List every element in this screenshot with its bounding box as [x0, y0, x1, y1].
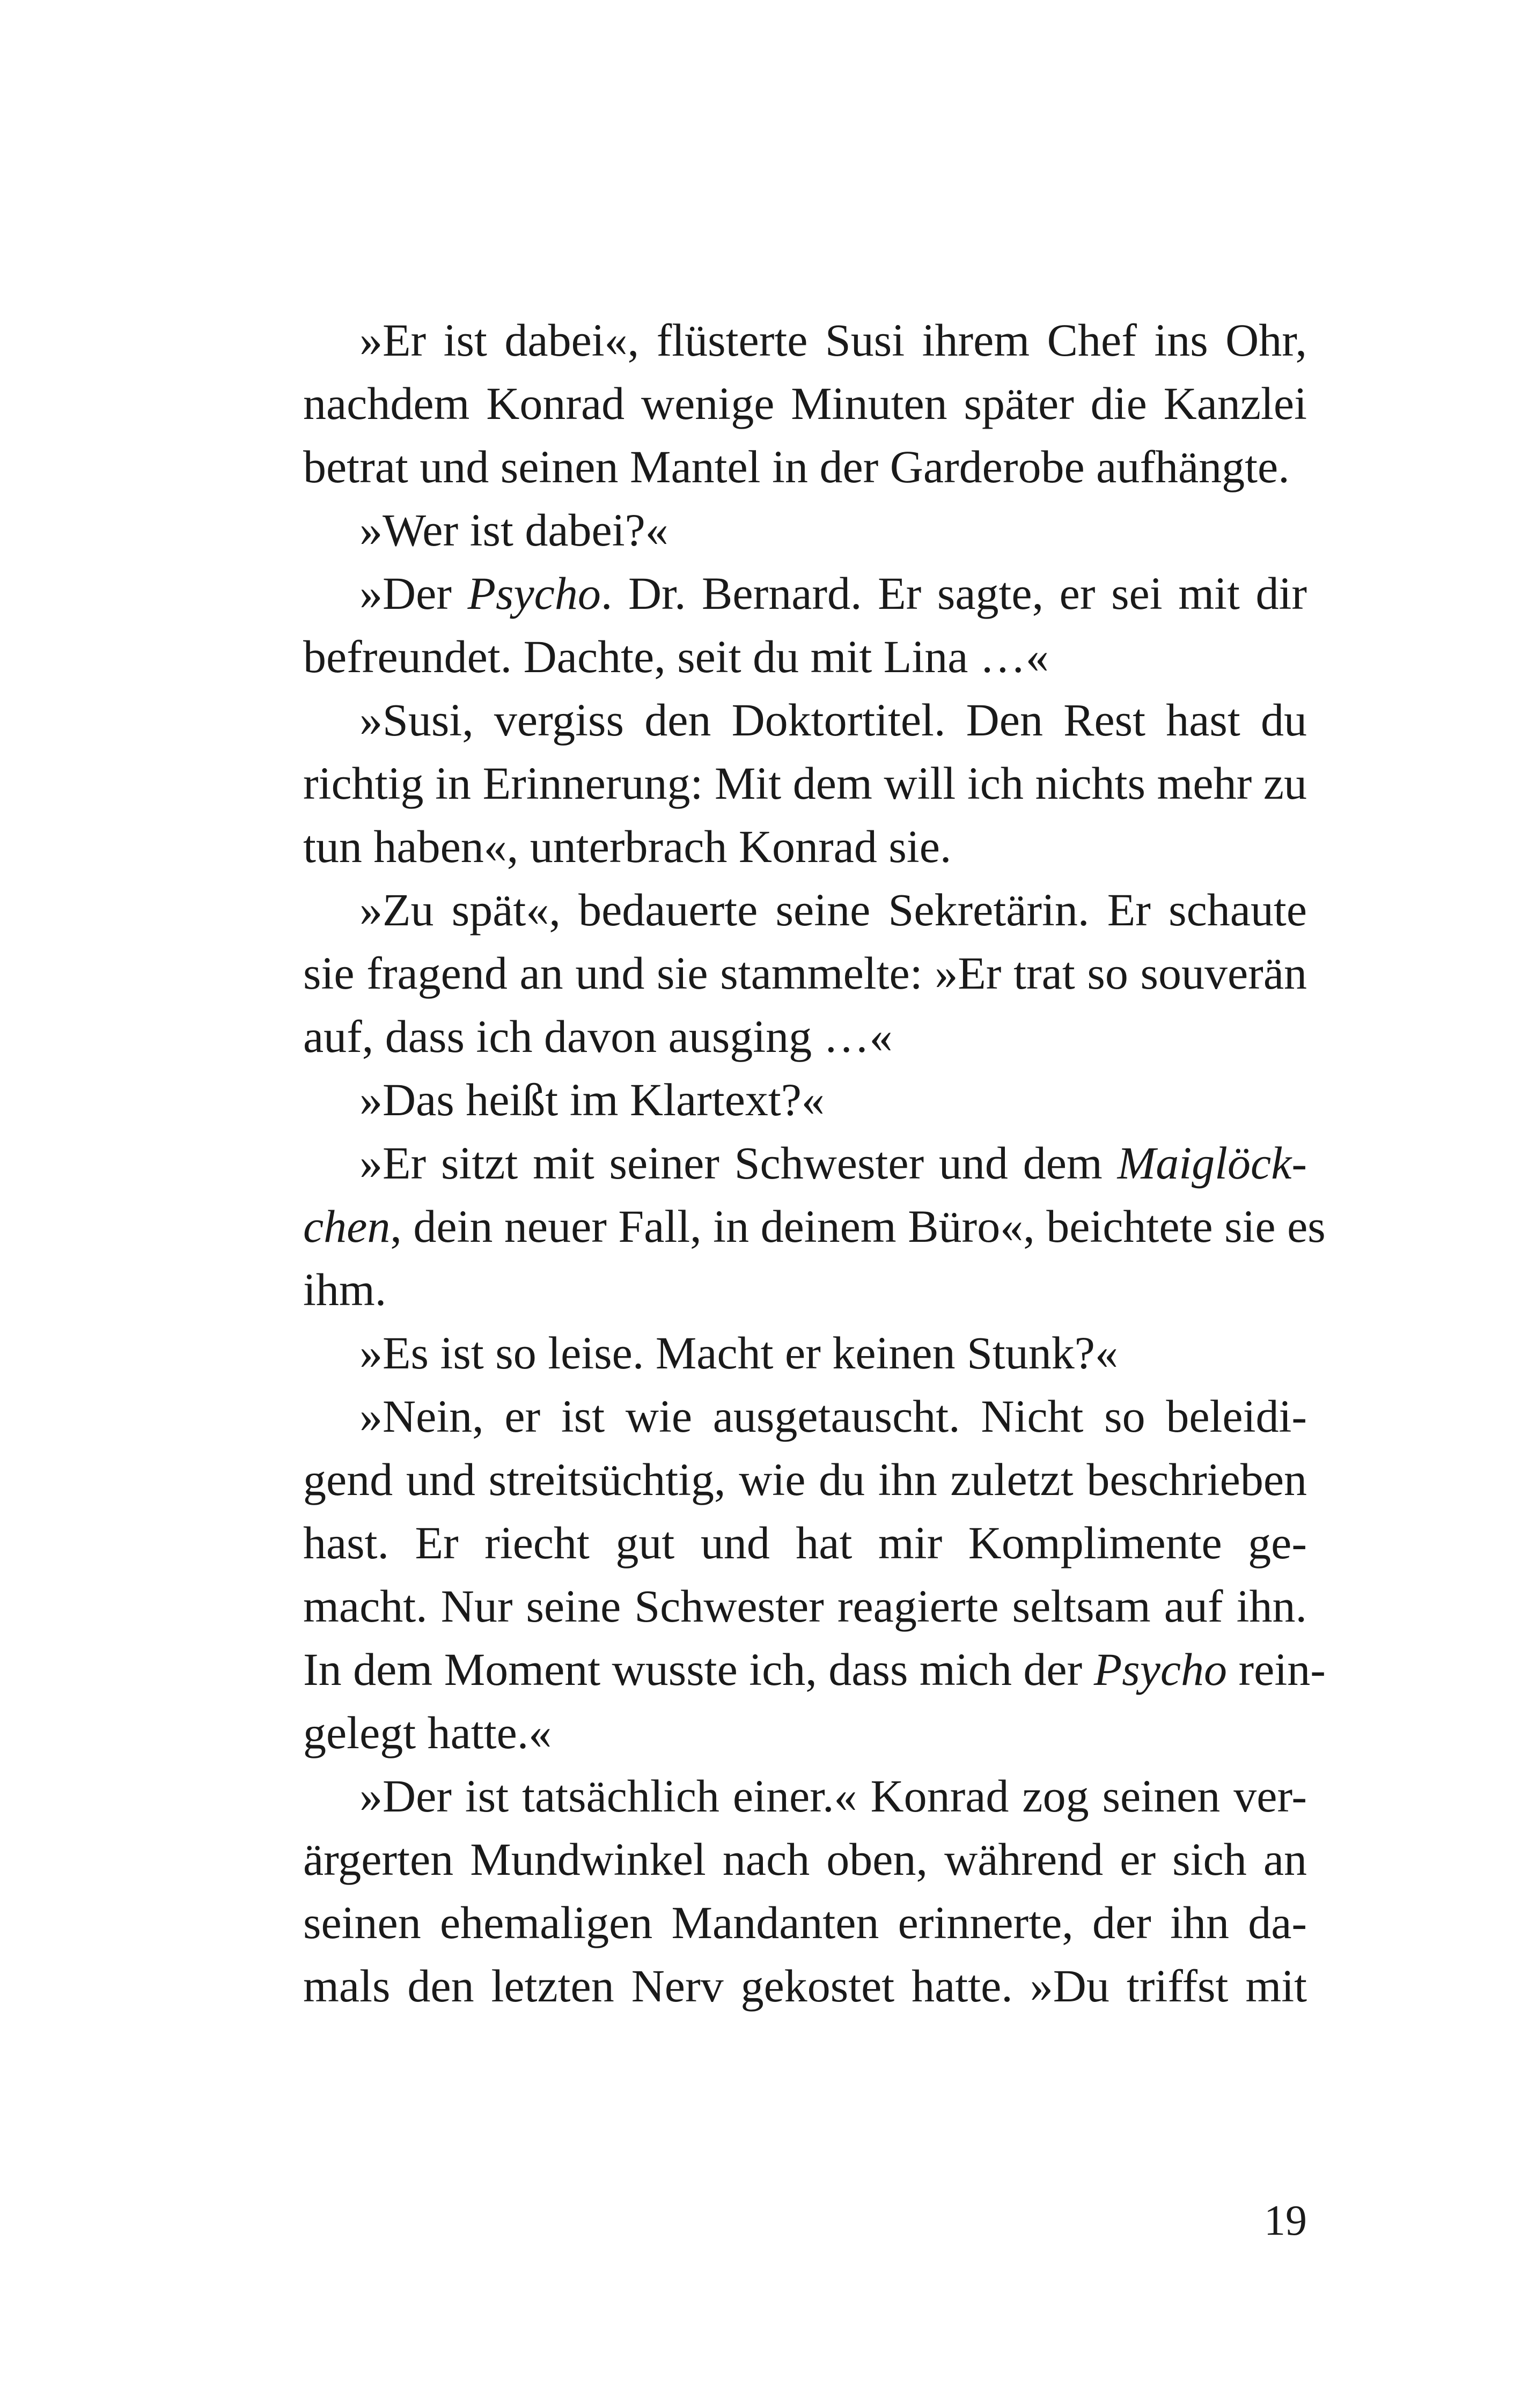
italic-text: Psycho: [1093, 1644, 1228, 1695]
text-run: , dein neuer Fall, in deinem Büro«, beichtete sie es: [390, 1201, 1326, 1252]
text-line: [303, 372, 1307, 435]
text-line: [303, 1448, 1307, 1511]
text-run: rein-: [1227, 1644, 1326, 1695]
text-run: »Er sitzt mit seiner Schwester und dem: [359, 1137, 1118, 1189]
text-run: ihm.: [303, 1264, 387, 1315]
text-line: [303, 625, 1307, 688]
text-line: [303, 1068, 1307, 1131]
text-line: [303, 1638, 1326, 1701]
text-run: gelegt hatte.«: [303, 1707, 552, 1758]
text-run: »Es ist so leise. Macht er keinen Stunk?«: [359, 1327, 1118, 1379]
text-run: »Das heißt im Klartext?«: [359, 1074, 825, 1125]
text-run: In dem Moment wusste ich, dass mich der: [303, 1644, 1094, 1695]
text-run: befreundet. Dachte, seit du mit Lina …«: [303, 631, 1049, 682]
text-line: [303, 1195, 1326, 1258]
text-run: richtig in Erinnerung: Mit dem will ich nichts mehr zu: [303, 757, 1307, 809]
italic-text: Maiglöck-: [1117, 1137, 1307, 1189]
text-line: [303, 688, 1307, 752]
text-run: . Dr. Bernard. Er sagte, er sei mit dir: [600, 568, 1307, 619]
text-line: [303, 1131, 1307, 1195]
italic-text: chen: [303, 1201, 391, 1252]
text-run: sie fragend an und sie stammelte: »Er trat so souverän: [303, 947, 1307, 999]
text-line: [303, 1321, 1307, 1385]
text-run: mals den letzten Nerv gekostet hatte. »Du triffst mit: [303, 1960, 1307, 2012]
text-run: auf, dass ich davon ausging …«: [303, 1011, 893, 1062]
text-run: »Wer ist dabei?«: [359, 504, 668, 556]
italic-text: Psycho: [467, 568, 601, 619]
text-line: [303, 1764, 1307, 1828]
text-line: [303, 1574, 1307, 1638]
page-number: 19: [1264, 2197, 1307, 2244]
text-run: nachdem Konrad wenige Minuten später die Kanzlei: [303, 378, 1307, 429]
text-line: [303, 308, 1307, 372]
text-run: hast. Er riecht gut und hat mir Komplimente ge-: [303, 1517, 1307, 1568]
text-line: [303, 1385, 1307, 1448]
text-run: seinen ehemaligen Mandanten erinnerte, der ihn da-: [303, 1897, 1307, 1948]
text-run: »Er ist dabei«, flüsterte Susi ihrem Chef ins Ohr,: [359, 314, 1307, 366]
text-run: gend und streitsüchtig, wie du ihn zuletzt beschrieben: [303, 1454, 1307, 1505]
body-text: [303, 308, 1326, 2017]
text-line: [303, 815, 1307, 878]
text-line: [303, 1891, 1307, 1954]
text-line: [303, 752, 1307, 815]
text-line: [303, 878, 1307, 941]
text-run: tun haben«, unterbrach Konrad sie.: [303, 821, 952, 872]
text-line: [303, 435, 1307, 498]
text-run: »Susi, vergiss den Doktortitel. Den Rest hast du: [359, 694, 1307, 746]
text-run: betrat und seinen Mantel in der Garderobe aufhängte.: [303, 441, 1290, 492]
text-run: »Nein, er ist wie ausgetauscht. Nicht so beleidi-: [359, 1390, 1307, 1442]
text-line: [303, 1511, 1307, 1574]
text-line: [303, 1005, 1307, 1068]
text-line: [303, 941, 1307, 1005]
text-line: [303, 1954, 1307, 2017]
text-line: [303, 1701, 1307, 1764]
text-line: [303, 498, 1307, 562]
text-line: [303, 1828, 1307, 1891]
text-run: ärgerten Mundwinkel nach oben, während er sich an: [303, 1833, 1307, 1885]
text-run: »Der: [359, 568, 468, 619]
text-line: [303, 1258, 1307, 1321]
text-line: [303, 562, 1307, 625]
text-run: macht. Nur seine Schwester reagierte seltsam auf ihn.: [303, 1580, 1307, 1632]
text-run: »Der ist tatsächlich einer.« Konrad zog seinen ver-: [359, 1770, 1307, 1822]
text-run: »Zu spät«, bedauerte seine Sekretärin. Er schaute: [359, 884, 1307, 936]
